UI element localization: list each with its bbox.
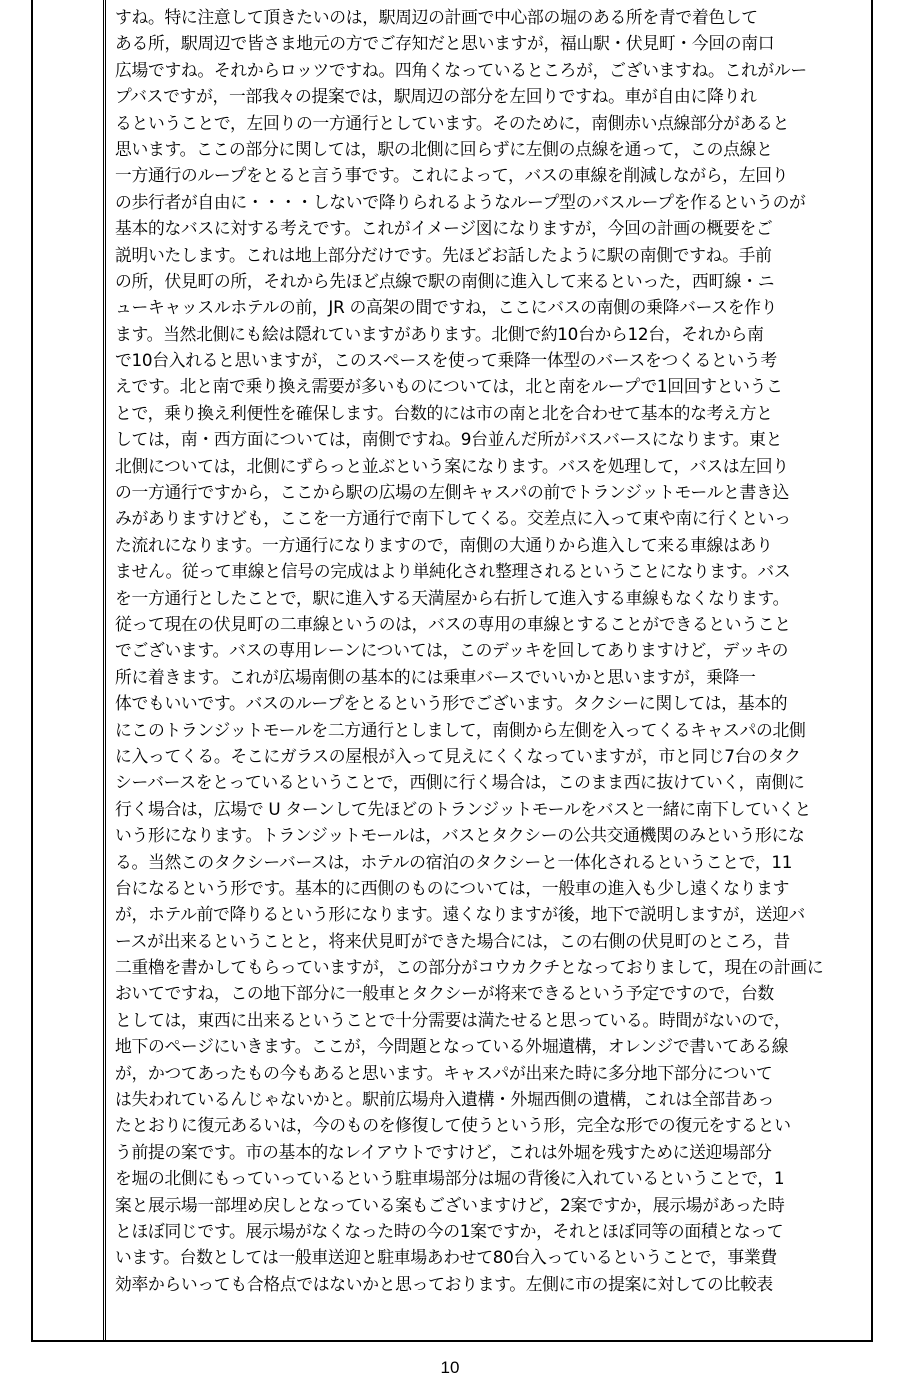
text-line: たとおりに復元あるいは，今のものを修復して使うという形，完全な形での復元をするとい — [115, 1115, 791, 1136]
text-line: 思います。ここの部分に関しては，駅の北側に回らずに左側の点線を通って，この点線と — [115, 138, 773, 159]
transcript-table — [31, 0, 873, 1342]
text-line: 二重櫓を書かしてもらっていますが，この部分がコウカクチとなっておりまして，現在の計画に — [115, 957, 824, 978]
text-line: おいてですね，この地下部分に一般車とタクシーが将来できるという予定ですので，台数 — [115, 983, 774, 1004]
text-line: 説明いたします。これは地上部分だけです。先ほどお話したように駅の南側ですね。手前 — [115, 244, 772, 265]
text-line: を一方通行としたことで，駅に進入する天満屋から右折して進入する車線もなくなります。 — [115, 587, 790, 608]
text-line: るということで，左回りの一方通行としています。そのために，南側赤い点線部分があると — [115, 112, 790, 133]
text-line: 基本的なバスに対する考えです。これがイメージ図になりますが，今回の計画の概要をご — [115, 218, 773, 239]
text-line: 広場ですね。それからロッツですね。四角くなっているところが，ございますね。これがルー — [115, 59, 807, 80]
text-line: ースが出来るということと，将来伏見町ができた場合には，この右側の伏見町のところ，昔 — [115, 930, 790, 951]
speaker-column — [33, 0, 104, 1340]
text-line: すね。特に注意して頂きたいのは，駅周辺の計画で中心部の堀のある所を青で着色して — [115, 7, 758, 27]
text-line: プバスですが，一部我々の提案では，駅周辺の部分を左回りですね。車が自由に降りれ — [115, 86, 757, 107]
text-line: とほぼ同じです。展示場がなくなった時の今の1案ですか，それとほぼ同等の面積となって — [115, 1220, 784, 1241]
text-line: いう形になります。トランジットモールは，バスとタクシーの公共交通機関のみという形にな — [115, 825, 805, 846]
text-line: 体でもいいです。バスのループをとるという形でございます。タクシーに関しては，基本的 — [115, 693, 788, 714]
text-line: の歩行者が自由に・・・・しないで降りられるようなループ型のバスループを作るというのが — [115, 191, 806, 212]
transcript-text — [115, 4, 867, 1297]
text-line: ます。当然北側にも絵は隠れていますがあります。北側で約10台から12台，それから南 — [115, 323, 764, 344]
text-line: 効率からいっても合格点ではないかと思っております。左側に市の提案に対しての比較表 — [115, 1273, 773, 1294]
text-line: う前提の案です。市の基本的なレイアウトですけど，これは外堀を残すために送迎場部分 — [115, 1141, 772, 1162]
text-line: 所に着きます。これが広場南側の基本的には乗車バースでいいかと思いますが，乗降一 — [115, 666, 756, 687]
text-line: でございます。バスの専用レーンについては，このデッキを回してありますけど，デッキの — [115, 640, 789, 661]
text-line: シーバースをとっているということで，西側に行く場合は，このまま西に抜けていく，南側に — [115, 772, 805, 793]
text-line: ません。従って車線と信号の完成はより単純化され整理されるということになります。バス — [115, 561, 791, 582]
text-line: としては，東西に出来るということで十分需要は満たせると思っている。時間がないので， — [115, 1009, 791, 1030]
text-line: います。台数としては一般車送迎と駐車場あわせて80台入っているということで，事業費 — [115, 1247, 777, 1268]
text-line: で10台入れると思いますが，このスペースを使って乗降一体型のバースをつくるという考 — [115, 350, 777, 371]
text-line: た流れになります。一方通行になりますので，南側の大通りから進入して来る車線はあり — [115, 534, 773, 555]
text-line: の所，伏見町の所，それから先ほど点線で駅の南側に進入して来るといった，西町線・ニ — [115, 270, 775, 291]
text-line: 従って現在の伏見町の二車線というのは，バスの専用の車線とすることができるということ — [115, 613, 791, 634]
text-line: の一方通行ですから，ここから駅の広場の左側キャスパの前でトランジットモールと書き込 — [115, 482, 789, 503]
text-line: に入ってくる。そこにガラスの屋根が入って見えにくくなっていますが，市と同じ7台のタク — [115, 745, 801, 766]
text-line: が，かつてあったもの今もあると思います。キャスパが出来た時に多分地下部分について — [115, 1062, 773, 1083]
page-number: 10 — [440, 1358, 460, 1377]
column-divider — [103, 0, 106, 1340]
text-line: みがありますけども，ここを一方通行で南下してくる。交差点に入って東や南に行くといっ — [115, 508, 791, 529]
text-line: 北側については，北側にずらっと並ぶという案になります。バスを処理して，バスは左回り — [115, 455, 789, 476]
text-line: えです。北と南で乗り換え需要が多いものについては，北と南をループで1回回すというこ — [115, 376, 783, 397]
text-line: とで，乗り換え利便性を確保します。台数的には市の南と北を合わせて基本的な考え方と — [115, 402, 773, 423]
text-line: 台になるという形です。基本的に西側のものについては，一般車の進入も少し遠くなります — [115, 877, 790, 898]
text-line: 行く場合は，広場で U ターンして先ほどのトランジットモールをバスと一緒に南下していくと — [115, 798, 812, 819]
text-line: にこのトランジットモールを二方通行としまして，南側から左側を入ってくるキャスパの北側 — [115, 719, 806, 740]
text-line: を堀の北側にもっていっているという駐車場部分は堀の背後に入れているということで，1 — [115, 1168, 785, 1189]
text-line: る。当然このタクシーバースは，ホテルの宿泊のタクシーと一体化されるということで，11 — [115, 851, 793, 872]
text-line: は失われているんじゃないかと。駅前広場舟入遺構・外堀西側の遺構，これは全部昔あっ — [115, 1089, 775, 1110]
text-line: 地下のページにいきます。ここが，今問題となっている外堀遺構，オレンジで書いてある線 — [115, 1036, 789, 1057]
text-line: ューキャッスルホテルの前，JR の高架の間ですね，ここにバスの南側の乗降バースを作り — [115, 297, 778, 318]
text-line: しては，南・西方面については，南側ですね。9台並んだ所がバスバースになります。東と — [115, 429, 783, 450]
text-line: 案と展示場一部埋め戻しとなっている案もございますけど，2案ですか，展示場があった時 — [115, 1194, 785, 1215]
text-line: ある所，駅周辺で皆さま地元の方でご存知だと思いますが，福山駅・伏見町・今回の南口 — [115, 33, 775, 54]
text-line: が，ホテル前で降りるという形になります。遠くなりますが後，地下で説明しますが，送迎バ — [115, 904, 806, 925]
text-line: 一方通行のループをとると言う事です。これによって，バスの車線を削減しながら，左回り — [115, 165, 789, 186]
